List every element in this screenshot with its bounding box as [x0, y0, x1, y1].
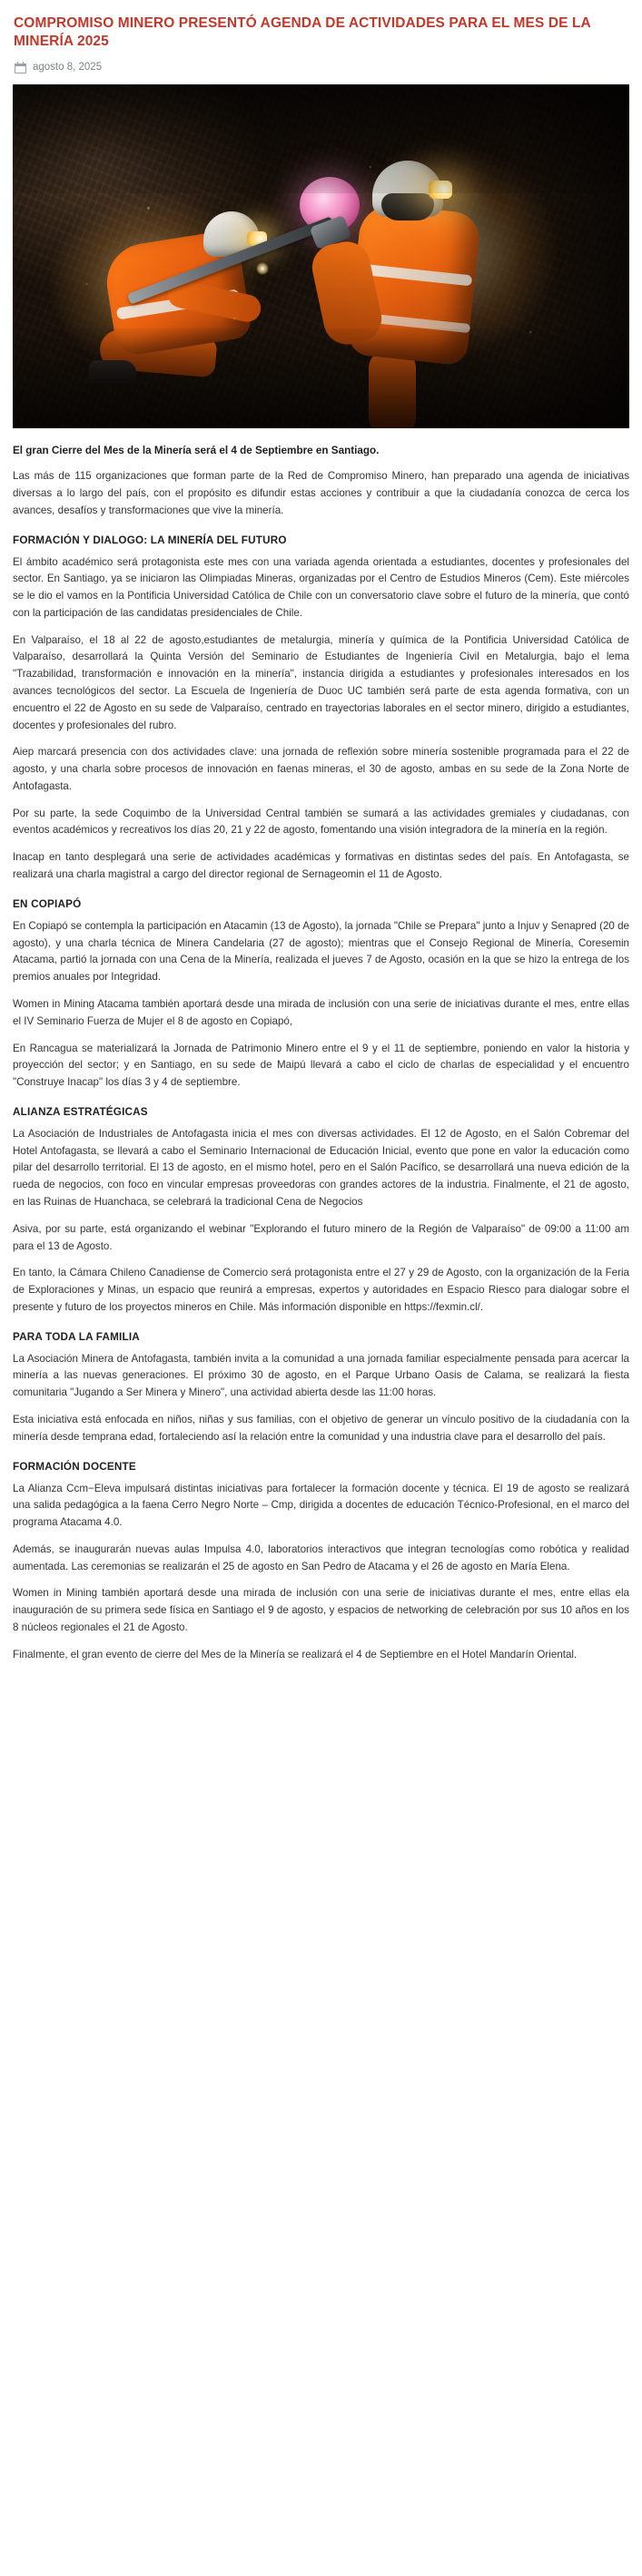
publish-date: agosto 8, 2025: [33, 62, 103, 73]
hero-image: [13, 84, 629, 428]
paragraph: La Asociación de Industriales de Antofagasta inicia el mes con diversas actividades. El 12 de Agosto, en el Salón Cobremar del Hotel Antofagasta, se llevará a cabo el Seminario Internacional de Educación Inicial, evento que pone en valor la educación como pilar del desarrollo territorial. El 13 de agosto, en el mismo hotel, pero en el Salón Pacífico, se desarrollará una nueva edición de la rueda de negocios, con foco en vincular empresas proveedoras con grandes actores de la industria. Finalmente, el 21 de agosto, en las Ruinas de Huanchaca, se celebrará la tradicional Cena de Negocios: [13, 1127, 629, 1208]
paragraph: Women in Mining Atacama también aportará desde una mirada de inclusión con una serie de iniciativas durante el mes, entre ellas el IV Seminario Fuerza de Mujer el 8 de agosto en Copiapó,: [13, 997, 629, 1027]
vignette-right: [511, 84, 629, 428]
lead-paragraph: El gran Cierre del Mes de la Minería será el 4 de Septiembre en Santiago.: [13, 444, 380, 456]
section-heading: EN COPIAPÓ: [13, 897, 82, 910]
section-heading: ALIANZA ESTRATÉGICAS: [13, 1105, 148, 1118]
section-heading: FORMACIÓN Y DIALOGO: LA MINERÍA DEL FUTURO: [13, 534, 287, 546]
paragraph: La Alianza Ccm−Eleva impulsará distintas iniciativas para fortalecer la formación docente y técnica. El 19 de agosto se realizará una salida pedagógica a la faena Cerro Negro Norte – Cmp, dirigida a docentes de educación Técnico-Profesional, en el marco del programa Atacama 4.0.: [13, 1482, 629, 1529]
paragraph: Esta iniciativa está enfocada en niños, niñas y sus familias, con el objetivo de generar un vínculo positivo de la ciudadanía con la minería desde temprana edad, fortaleciendo así la relación entre la comunidad y una industria clave para el desarrollo del país.: [13, 1414, 629, 1443]
paragraph: Inacap en tanto desplegará una serie de actividades académicas y formativas en distintas sedes del país. En Antofagasta, se realizará una charla magistral a cargo del director regional de Sernageomin el 11 de Agosto.: [13, 851, 629, 881]
paragraph: Aiep marcará presencia con dos actividades clave: una jornada de reflexión sobre minería sostenible programada para el 22 de agosto, y una charla sobre procesos de innovación en faenas mineras, el 30 de agosto, ambas en su sede de la Zona Norte de Antofagasta.: [13, 746, 629, 792]
paragraph: Además, se inaugurarán nuevas aulas Impulsa 4.0, laboratorios interactivos que integran tecnologías como robótica y realidad aumentada. Las ceremonias se realizarán el 25 de agosto en San Pedro de Atacama y el 26 de agosto en María Elena.: [13, 1543, 629, 1572]
page-title: COMPROMISO MINERO PRESENTÓ AGENDA DE ACTIVIDADES PARA EL MES DE LA MINERÍA 2025: [14, 15, 591, 49]
paragraph: En Valparaíso, el 18 al 22 de agosto,estudiantes de metalurgia, minería y química de la Pontificia Universidad Católica de Valparaíso, desarrollará la Quinta Versión del Seminario de Estudiantes de Ingeniería Civil en Metalurgia, bajo el lema "Trazabilidad, transformación e innovación en la minería", instancia dirigida a estudiantes y profesionales interesados en los avances tecnológicos del sector. La Escuela de Ingeniería de Duoc UC también será parte de esta agenda formativa, con un encuentro el 22 de Agosto en su sede de Valparaíso, centrado en trayectorias laborales en el sector minero, dirigido a estudiantes, docentes y profesionales del rubro.: [13, 633, 629, 731]
paragraph: Asiva, por su parte, está organizando el webinar "Explorando el futuro minero de la Región de Valparaíso" de 09:00 a 11:00 am para el 13 de Agosto.: [13, 1222, 629, 1252]
paragraph: En Rancagua se materializará la Jornada de Patrimonio Minero entre el 9 y el 11 de septiembre, poniendo en valor la historia y proyección del sector; y en Santiago, en su sede de Maipú llevará a cabo el ciclo de charlas de especialidad y el encuentro "Construye Inacap" los días 3 y 4 de septiembre.: [13, 1042, 629, 1089]
paragraph: Finalmente, el gran evento de cierre del Mes de la Minería se realizará el 4 de Septiembre en el Hotel Mandarín Oriental.: [13, 1648, 578, 1660]
calendar-icon: [15, 62, 26, 73]
paragraph: El ámbito académico será protagonista este mes con una variada agenda orientada a estudiantes, docentes y profesionales del sector. En Santiago, ya se iniciaron las Olimpiadas Mineras, organizadas por el Centro de Estudios Mineros (Cem). Este miércoles se le dio el vamos en la Pontificia Universidad Católica de Chile con un conversatorio clave sobre el futuro de la minería, que contó con la participación de las candidatas presidenciales de Chile.: [13, 555, 629, 619]
paragraph: En tanto, la Cámara Chileno Canadiense de Comercio será protagonista entre el 27 y 29 de Agosto, con la organización de la Feria de Exploraciones y Minas, un espacio que reunirá a empresas, expertos y autoridades en Espacio Riesco para dialogar sobre el presente y futuro de los proyectos mineros en Chile. Más información disponible en https://fexmin.cl/.: [13, 1267, 629, 1313]
paragraph: Women in Mining también aportará desde una mirada de inclusión con una serie de iniciativas durante el mes, entre ellas ela inauguración de su primera sede física en Santiago el 9 de agosto, y espacios de networking de celebración por sus 10 años en los 8 núcleos regionales el 21 de Agosto.: [13, 1587, 629, 1634]
section-heading: PARA TODA LA FAMILIA: [13, 1330, 140, 1343]
paragraph: En Copiapó se contempla la participación en Atacamin (13 de Agosto), la jornada "Chile se Prepara" junto a Injuv y Senapred (20 de agosto), y una charla técnica de Minera Candelaria (27 de agosto); mientras que el Consejo Regional de Minería, Coresemin Atacama, partió la jornada con una Cena de la Minería, realizada el jueves 7 de Agosto, ocasión en la que se hizo la entrega de los premios anuales por Integridad.: [13, 919, 629, 984]
paragraph: La Asociación Minera de Antofagasta, también invita a la comunidad a una jornada familiar especialmente pensada para acercar la minería a las nuevas generaciones. El próximo 30 de agosto, en el Parque Urbano Oasis de Calama, se realizará la fiesta comunitaria "Jugando a Ser Minera y Minero", una actividad abierta desde las 11:00 horas.: [13, 1352, 629, 1399]
article-body: [13, 443, 629, 1664]
section-heading: FORMACIÓN DOCENTE: [13, 1460, 136, 1473]
paragraph: Por su parte, la sede Coquimbo de la Universidad Central también se sumará a las actividades gremiales y ciudadanas, con eventos académicos y recreativos los días 20, 21 y 22 de agosto, fomentando una visión integradora de la minería en la región.: [13, 807, 629, 837]
article-meta: [15, 62, 629, 73]
paragraph: Las más de 115 organizaciones que forman parte de la Red de Compromiso Minero, han preparado una agenda de iniciativas diversas a lo largo del país, con el propósito es difundir estas acciones y contribuir a que la ciudadanía conozca de cerca los avances, desafíos y transformaciones que vive la minería.: [13, 470, 629, 516]
